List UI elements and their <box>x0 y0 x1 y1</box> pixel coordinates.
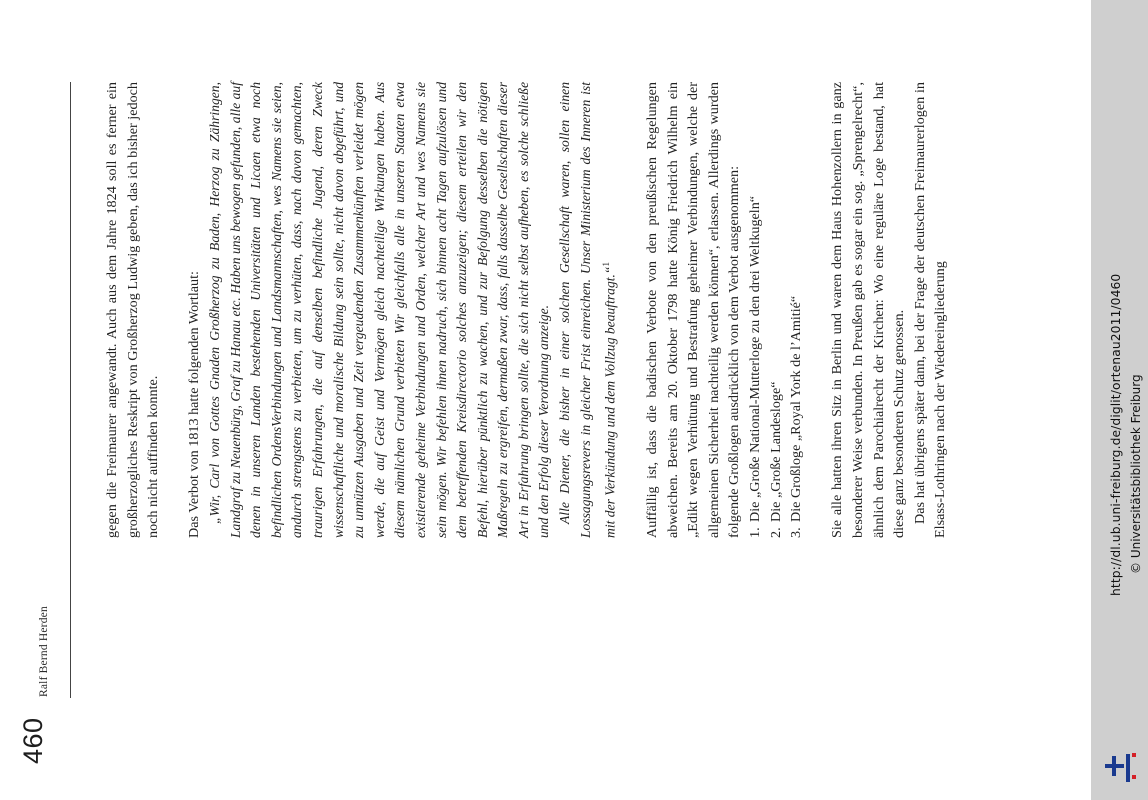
paragraph: Sie alle hatten ihren Sitz in Berlin und waren dem Haus Hohenzollern in ganz besonderer Weise verbunden. In Preußen gab es sogar ein sog. „Sprengelrecht“, ähnlich dem Parochialrecht der Kirchen: Wo eine reguläre Loge bestand, hat diese ganz besonderen Schutz genossen. <box>829 82 908 538</box>
quote-paragraph: „Wir, Carl von Gottes Gnaden Großherzog zu Baden, Herzog zu Zähringen, Landgraf zu Neuenbürg, Graf zu Hanau etc. Haben uns bewogen gefunden, alle auf denen in unseren Landen bestehenden Universitäten und Licaen etwa noch befindlichen OrdensVerbindungen und Landsmannschaften, wes Namens sie seien, andurch strengstens zu verbieten, um zu verhüten, dass, nach davon gemachten, traurigen Erfahrungen, die auf denselben befindliche Jugend, deren Zweck wissenschaftliche und moralische Bildung sein sollte, nicht davon abgeführt, und zu unnützen Ausgaben und Zeit vergeudenden Zusammenkünften verleidet mögen werde, die auf Geist und Vermögen gleich nachteilige Wirkungen haben. Aus diesem nämlichen Grund verbieten Wir gleichfalls alle in unseren Staaten etwa existierende geheime Verbindungen und Orden, welcher Art und wes Namens sie sein mögen. Wir befehlen ihnen nadruch, sich binnen acht Tagen aufzulösen und dem betreffenden Kreisdirectorio solches anzuzeigen; diesem erteilen wir den Befehl, hierüber pünktlich zu wachen, und zur Befolgung desselben die nötigen Maßregeln zu ergreifen, dermaßen zwar, dass, falls dasselbe Gesellschaften dieser Art in Erfahrung bringen sollte, die sich nicht selbst aufheben, es solche schließe und den Erfolg dieser Verordnung anzeige. <box>206 82 552 538</box>
paragraph: Das Verbot von 1813 hatte folgenden Wortlaut: <box>186 271 203 538</box>
list-item-number: 3. <box>788 527 805 538</box>
list-item-number: 1. <box>746 527 763 538</box>
list-item-number: 2. <box>767 527 784 538</box>
paragraph: Auffällig ist, dass die badischen Verbote von den preußischen Regelungen abweichen. Bereits am 20. Oktober 1798 hatte König Friedrich Wilhelm ein „Edikt wegen Verhütung und Bestrafung geheimer Verbindungen, welche der allgemeinen Sicherheit nachteilig werden können“, erlassen. Allerdings wurden folgende Großlogen ausdrücklich von dem Verbot ausgenommen: <box>643 82 743 538</box>
logo-blue-bar-mid <box>1112 756 1116 776</box>
list-item-text: Die Großloge „Royal York de l’Amitié“ <box>788 295 805 522</box>
list-item <box>745 82 766 538</box>
paragraph-gap <box>621 82 642 538</box>
logo-red-mark-top <box>1132 753 1136 757</box>
paragraph-gap <box>807 82 828 538</box>
list-item <box>786 82 807 538</box>
list-item-text: Die „Große Landesloge“ <box>767 381 784 522</box>
permalink-url[interactable]: http://dl.ub.uni-freiburg.de/diglit/ortenau2011/0460 <box>1109 273 1123 596</box>
copyright-notice: © Universitätsbibliothek Freiburg <box>1129 374 1143 574</box>
library-logo-icon <box>1102 748 1140 786</box>
footnote-marker: 1 <box>601 262 612 267</box>
body-text <box>102 82 951 538</box>
logo-red-mark-bottom <box>1132 775 1136 779</box>
quote-text: Alle Diener, die bisher in einer solchen Gesellschaft waren, sollen einen Lossagungsrevers in gleicher Frist einreichen. Unser Ministerium des Inneren ist mit der Verkündung und dem Vollzug beauftragt.“ <box>557 82 618 538</box>
header-rule <box>70 82 71 698</box>
list-item-text: Die „Große National-Mutterloge zu den drei Weltkugeln“ <box>746 195 763 522</box>
running-head-author: Ralf Bernd Herden <box>38 606 50 697</box>
grand-lodge-list <box>745 82 807 538</box>
list-item <box>766 82 787 538</box>
paragraph: gegen die Freimaurer angewandt. Auch aus dem Jahre 1824 soll es ferner ein großherzogliches Reskript von Großherzog Ludwig geben, das ich bisher jedoch noch nicht auffinden konnte. <box>104 82 162 538</box>
logo-blue-bar-right <box>1126 754 1130 782</box>
quote-paragraph <box>555 82 621 538</box>
paragraph: Das hat übrigens später dann, bei der Frage der deutschen Freimaurerlogen in Elsass-Lothringen nach der Wiedereingliederung <box>911 82 949 538</box>
paragraph-gap <box>164 82 185 538</box>
page-number: 460 <box>18 717 48 764</box>
